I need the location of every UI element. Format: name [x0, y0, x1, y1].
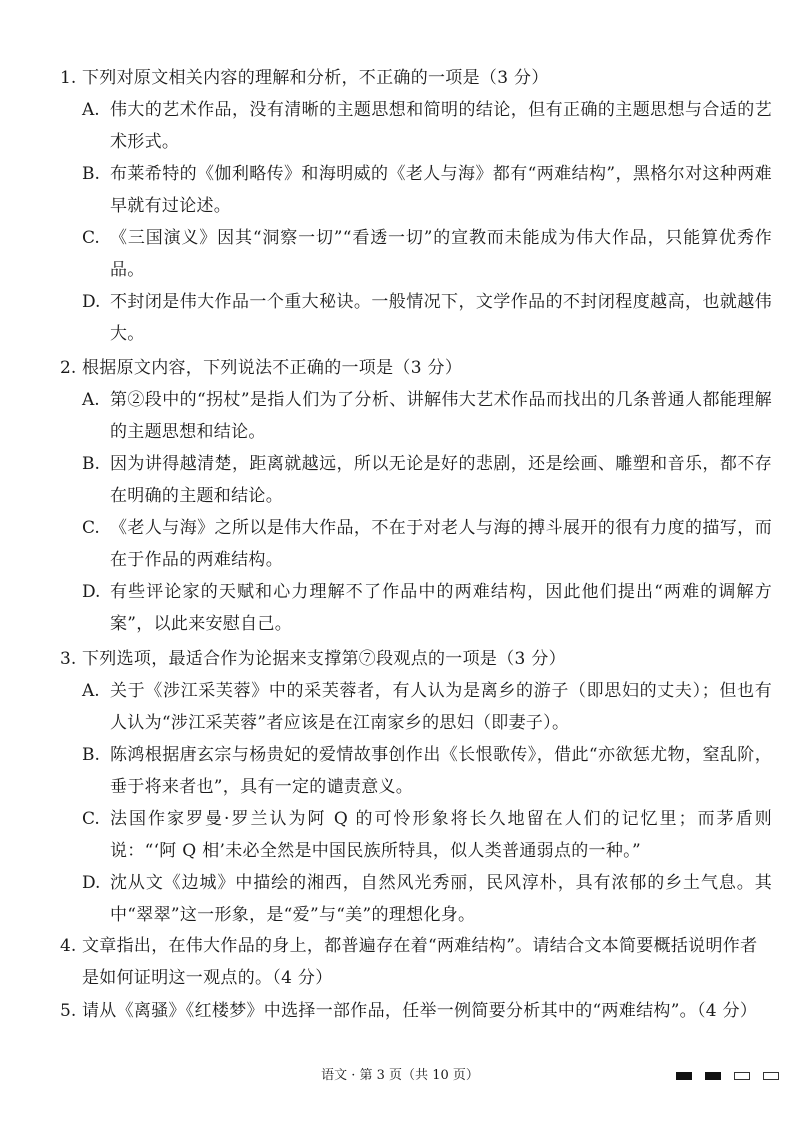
question-stem	[60, 995, 772, 1027]
question-5	[60, 995, 772, 1027]
option-a	[82, 94, 772, 158]
option-text: 布莱希特的《伽利略传》和海明威的《老人与海》都有“两难结构”，黑格尔对这种两难早就有过论述。	[110, 164, 772, 216]
option-text: 《三国演义》因其“洞察一切”“看透一切”的宣教而未能成为伟大作品，只能算优秀作品。	[110, 228, 772, 280]
filled-mark-icon	[676, 1072, 692, 1080]
question-text: 根据原文内容，下列说法不正确的一项是（3 分）	[82, 358, 463, 378]
question-text: 文章指出，在伟大作品的身上，都普遍存在着“两难结构”。请结合文本简要概括说明作者是如何证明这一观点的。（4 分）	[82, 936, 758, 988]
hollow-mark-icon	[734, 1072, 750, 1080]
question-text: 下列选项，最适合作为论据来支撑第⑦段观点的一项是（3 分）	[82, 649, 566, 669]
option-label: A.	[82, 390, 100, 410]
question-number: 3.	[60, 649, 77, 669]
question-1	[60, 62, 772, 350]
question-stem	[60, 643, 772, 675]
option-label: A.	[82, 100, 100, 120]
hollow-mark-icon	[763, 1072, 779, 1080]
option-label: C.	[82, 809, 100, 829]
question-stem	[60, 62, 772, 94]
option-text: 沈从文《边城》中描绘的湘西，自然风光秀丽，民风淳朴，具有浓郁的乡土气息。其中“翠翠”这一形象，是“爱”与“美”的理想化身。	[110, 873, 772, 925]
option-label: D.	[82, 873, 101, 893]
question-text: 下列对原文相关内容的理解和分析，不正确的一项是（3 分）	[82, 68, 549, 88]
option-label: A.	[82, 681, 100, 701]
question-number: 2.	[60, 358, 77, 378]
question-number: 4.	[60, 936, 77, 956]
option-label: D.	[82, 292, 101, 312]
option-label: B.	[82, 164, 100, 184]
question-stem	[60, 930, 772, 994]
filled-mark-icon	[705, 1072, 721, 1080]
option-d	[82, 286, 772, 350]
option-b	[82, 739, 772, 803]
option-a	[82, 384, 772, 448]
option-text: 第②段中的“拐杖”是指人们为了分析、讲解伟大艺术作品而找出的几条普通人都能理解的主题思想和结论。	[110, 390, 772, 442]
question-number: 1.	[60, 68, 77, 88]
option-text: 不封闭是伟大作品一个重大秘诀。一般情况下，文学作品的不封闭程度越高，也就越伟大。	[110, 292, 772, 344]
option-text: 因为讲得越清楚，距离就越远，所以无论是好的悲剧，还是绘画、雕塑和音乐，都不存在明确的主题和结论。	[110, 454, 772, 506]
page-marks	[676, 1072, 779, 1080]
page-footer: 语文 · 第 3 页（共 10 页）	[321, 1068, 479, 1083]
option-a	[82, 675, 772, 739]
question-4	[60, 930, 772, 994]
option-label: D.	[82, 582, 101, 602]
option-text: 《老人与海》之所以是伟大作品，不在于对老人与海的搏斗展开的很有力度的描写，而在于作品的两难结构。	[110, 518, 772, 570]
question-text: 请从《离骚》《红楼梦》中选择一部作品，任举一例简要分析其中的“两难结构”。（4 分）	[82, 1001, 758, 1021]
option-b	[82, 448, 772, 512]
option-c	[82, 222, 772, 286]
option-label: B.	[82, 745, 100, 765]
option-d	[82, 576, 772, 640]
question-stem	[60, 352, 772, 384]
option-d	[82, 867, 772, 931]
question-2	[60, 352, 772, 640]
option-label: C.	[82, 518, 100, 538]
option-text: 伟大的艺术作品，没有清晰的主题思想和简明的结论，但有正确的主题思想与合适的艺术形式。	[110, 100, 772, 152]
option-text: 法国作家罗曼·罗兰认为阿 Q 的可怜形象将长久地留在人们的记忆里；而茅盾则说：“‘阿 Q 相’未必全然是中国民族所特具，似人类普通弱点的一种。”	[110, 809, 772, 861]
option-c	[82, 512, 772, 576]
option-b	[82, 158, 772, 222]
question-3	[60, 643, 772, 931]
option-text: 陈鸿根据唐玄宗与杨贵妃的爱情故事创作出《长恨歌传》，借此“亦欲惩尤物，窒乱阶，垂于将来者也”，具有一定的谴责意义。	[110, 745, 772, 797]
option-text: 关于《涉江采芙蓉》中的采芙蓉者，有人认为是离乡的游子（即思妇的丈夫）；但也有人认为“涉江采芙蓉”者应该是在江南家乡的思妇（即妻子）。	[110, 681, 772, 733]
question-number: 5.	[60, 1001, 77, 1021]
option-label: C.	[82, 228, 100, 248]
option-text: 有些评论家的天赋和心力理解不了作品中的两难结构，因此他们提出“两难的调解方案”，以此来安慰自己。	[110, 582, 772, 634]
option-c	[82, 803, 772, 867]
option-label: B.	[82, 454, 100, 474]
